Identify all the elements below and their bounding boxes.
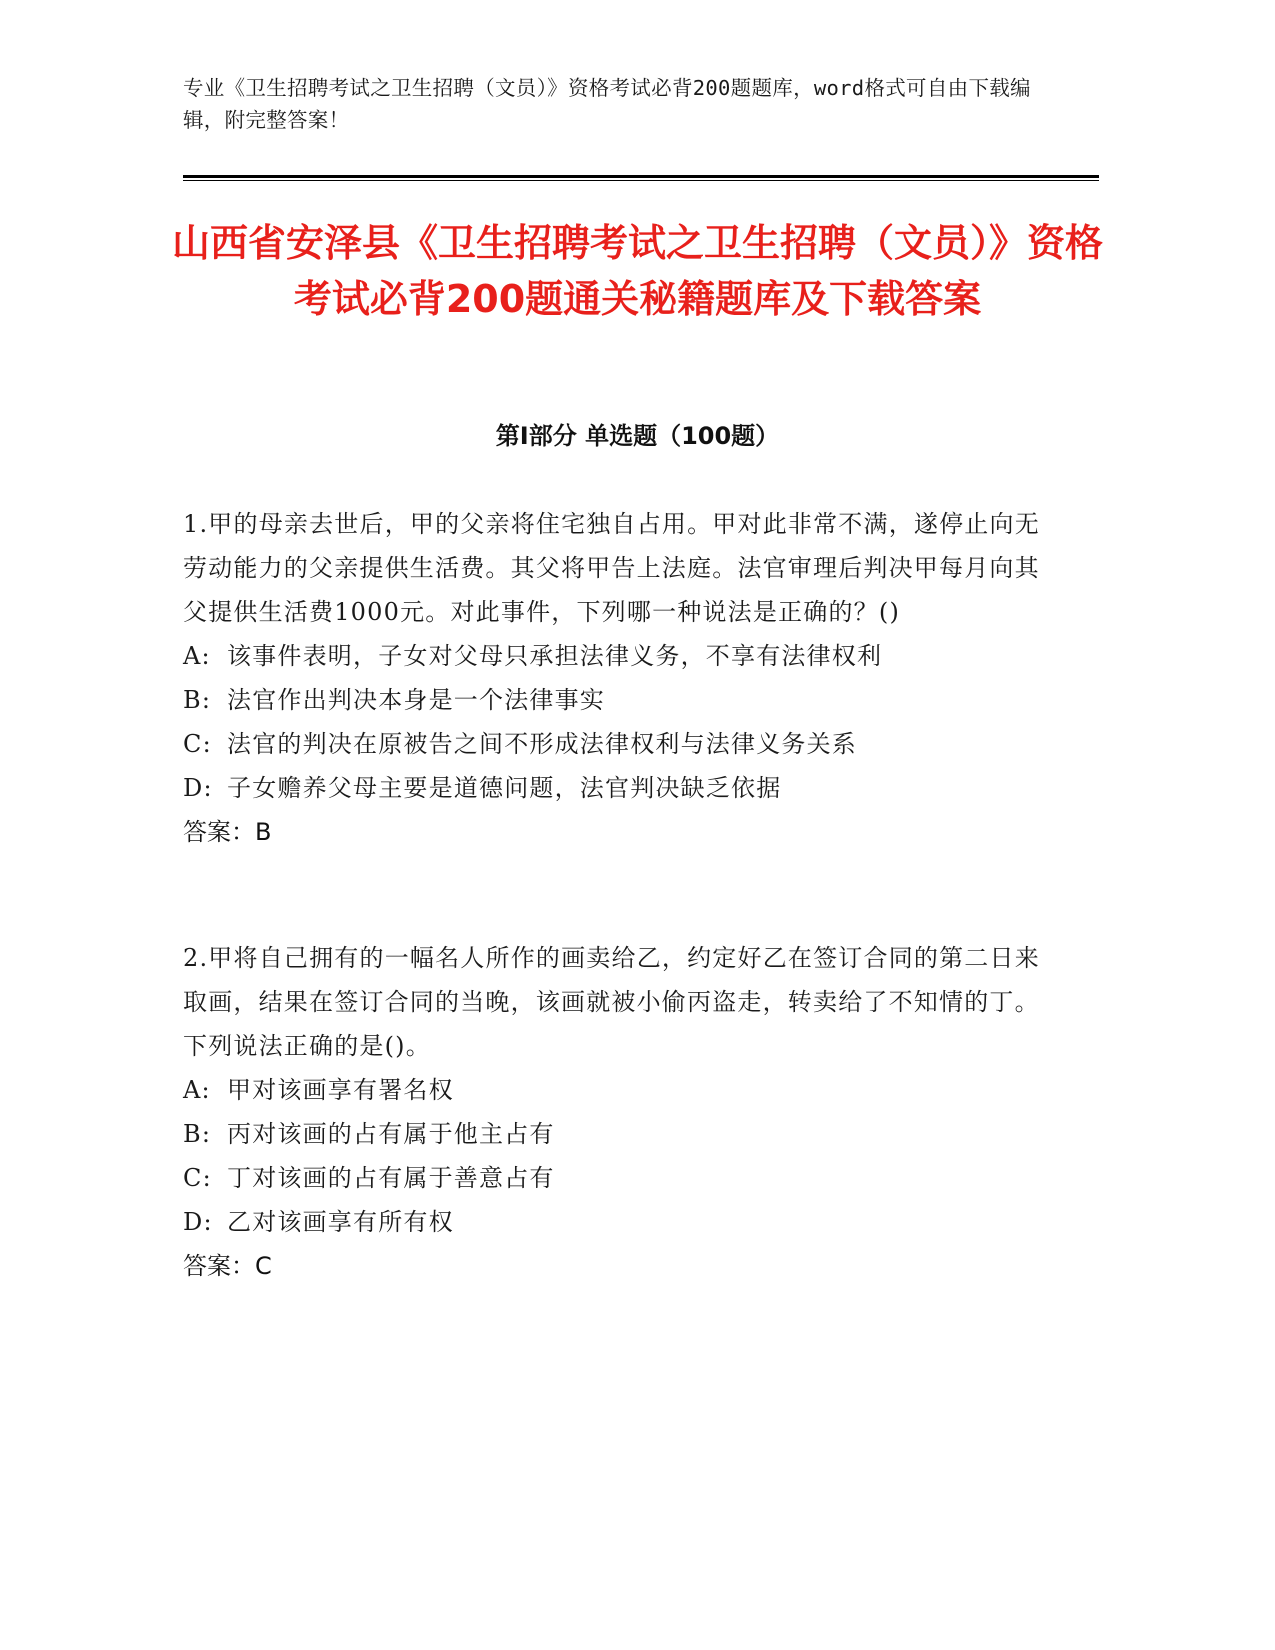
option-letter: D: <box>183 774 213 802</box>
option-letter: B: <box>183 1120 212 1148</box>
option-a <box>183 1068 1063 1112</box>
section-heading: 第I部分 单选题（100题） <box>495 422 780 450</box>
option-letter: D: <box>183 1208 213 1236</box>
option-letter: A: <box>183 642 211 670</box>
option-d <box>183 766 1063 810</box>
option-c <box>183 722 1063 766</box>
option-letter: A: <box>183 1076 211 1104</box>
header-divider <box>183 175 1099 178</box>
option-text: 乙对该画享有所有权 <box>227 1208 454 1236</box>
answer-line: 答案：B <box>183 818 272 846</box>
question-block <box>183 936 1063 1288</box>
option-a <box>183 634 1063 678</box>
option-text: 甲对该画享有署名权 <box>227 1076 454 1104</box>
option-d <box>183 1200 1063 1244</box>
option-text: 该事件表明，子女对父母只承担法律义务，不享有法律权利 <box>227 642 883 670</box>
answer-line: 答案：C <box>183 1252 272 1280</box>
option-text: 法官的判决在原被告之间不形成法律权利与法律义务关系 <box>227 730 857 758</box>
option-c <box>183 1156 1063 1200</box>
option-b <box>183 1112 1063 1156</box>
option-text: 丙对该画的占有属于他主占有 <box>227 1120 555 1148</box>
option-letter: C: <box>183 730 212 758</box>
option-letter: B: <box>183 686 212 714</box>
document-title: 山西省安泽县《卫生招聘考试之卫生招聘（文员）》资格考试必背200题通关秘籍题库及下载答案 <box>171 221 1103 321</box>
option-text: 法官作出判决本身是一个法律事实 <box>227 686 605 714</box>
option-b <box>183 678 1063 722</box>
option-text: 丁对该画的占有属于善意占有 <box>227 1164 555 1192</box>
question-block <box>183 502 1063 854</box>
header-note: 专业《卫生招聘考试之卫生招聘（文员）》资格考试必背200题题库，word格式可自由下载编辑，附完整答案！ <box>183 76 1031 132</box>
question-stem: 1.甲的母亲去世后，甲的父亲将住宅独自占用。甲对此非常不满，遂停止向无劳动能力的父亲提供生活费。其父将甲告上法庭。法官审理后判决甲每月向其父提供生活费1000元。对此事件，下列哪一种说法是正确的？() <box>183 510 1040 626</box>
question-stem: 2.甲将自己拥有的一幅名人所作的画卖给乙，约定好乙在签订合同的第二日来取画，结果在签订合同的当晚，该画就被小偷丙盗走，转卖给了不知情的丁。下列说法正确的是()。 <box>183 944 1040 1060</box>
option-text: 子女赡养父母主要是道德问题，法官判决缺乏依据 <box>227 774 782 802</box>
header-divider-thin <box>183 180 1099 181</box>
option-letter: C: <box>183 1164 212 1192</box>
